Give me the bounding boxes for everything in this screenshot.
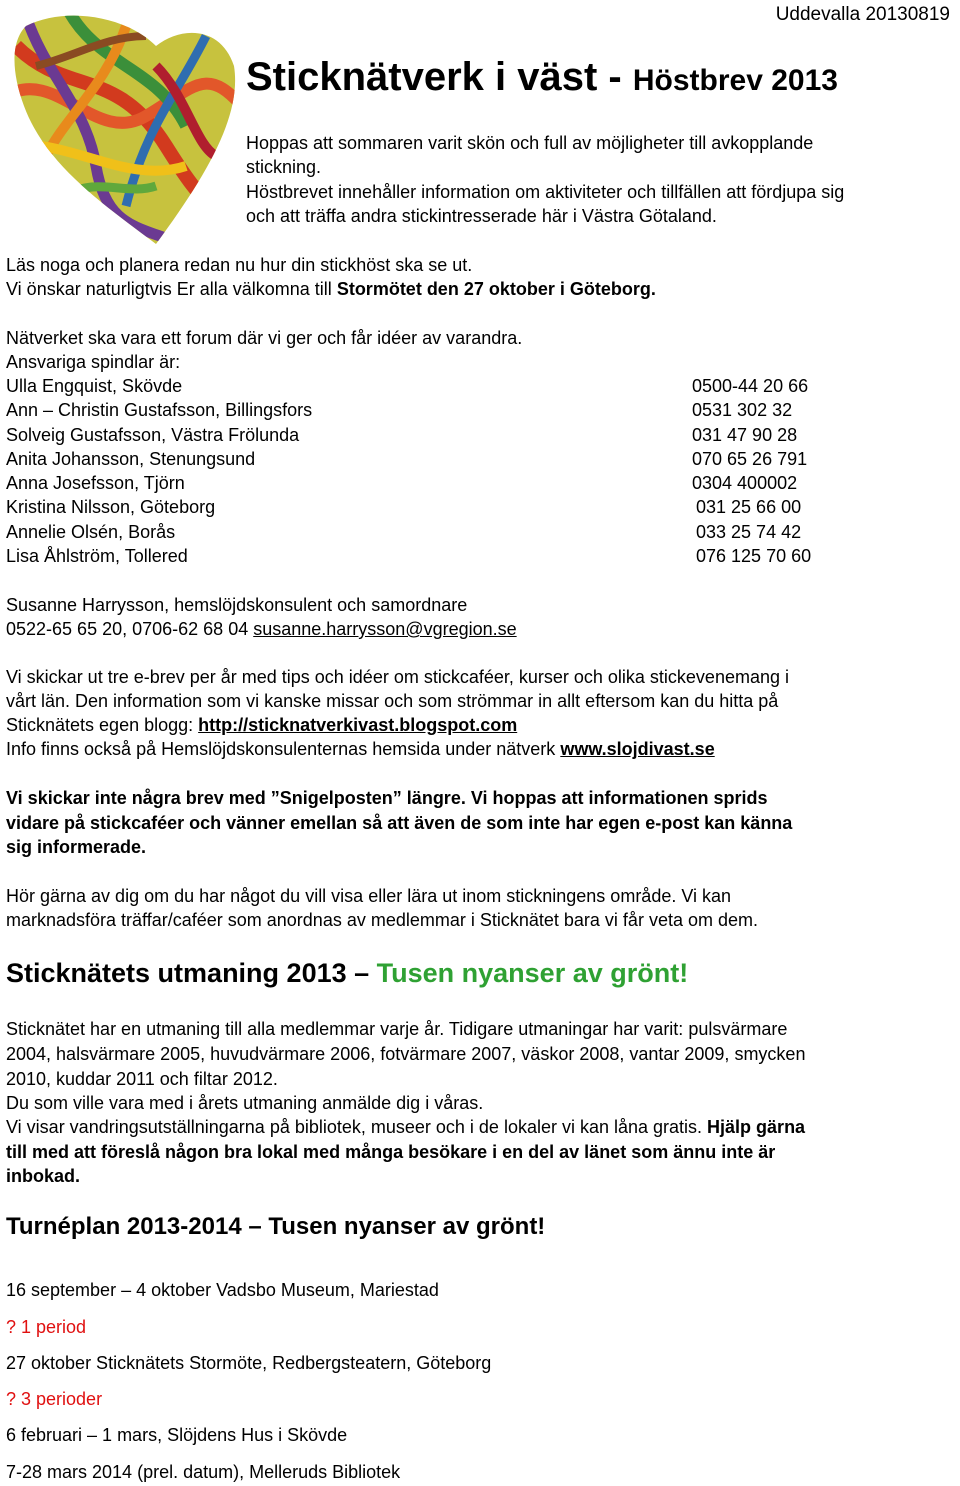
blog-link[interactable]: http://sticknatverkivast.blogspot.com: [198, 715, 518, 735]
notice-line-3: sig informerade.: [6, 837, 147, 857]
intro-line-2: stickning.: [246, 157, 322, 177]
email-link[interactable]: susanne.harrysson@vgregion.se: [253, 619, 517, 639]
intro-line-4: och att träffa andra stickintresserade här i Västra Götaland.: [246, 206, 717, 226]
contact-name: Kristina Nilsson, Göteborg: [6, 497, 216, 517]
plan-line-1: Läs noga och planera redan nu hur din stickhöst ska se ut.: [6, 255, 473, 275]
challenge-line-2: 2004, halsvärmare 2005, huvudvärmare 2006, fotvärmare 2007, väskor 2008, vantar 2009, smycken: [6, 1044, 806, 1064]
newsletter-line-2: vårt län. Den information som vi kanske missar och som strömmar in allt eftersom kan du hitta på: [6, 691, 779, 711]
page-title: [246, 52, 838, 106]
coordinator-line-1: Susanne Harrysson, hemslöjdskonsulent och samordnare: [6, 595, 468, 615]
challenge-line-5-bold: Hjälp gärna: [707, 1117, 806, 1137]
contact-name: Lisa Åhlström, Tollered: [6, 546, 188, 566]
contact-name: Anna Josefsson, Tjörn: [6, 473, 185, 493]
contact-phone: 0531 302 32: [692, 400, 793, 420]
plan-line-2-text: Vi önskar naturligtvis Er alla välkomna till: [6, 279, 337, 299]
intro-line-3: Höstbrevet innehåller information om aktiviteter och tillfällen att fördjupa sig: [246, 182, 845, 202]
newsletter-line-3: [6, 713, 517, 737]
coordinator-line-2: [6, 617, 517, 641]
network-line-2: Ansvariga spindlar är:: [6, 352, 181, 372]
tour-item-tentative: ? 1 period: [6, 1317, 87, 1337]
challenge-heading: [6, 956, 688, 990]
blog-label: Sticknätets egen blogg:: [6, 715, 199, 735]
tour-item: 6 februari – 1 mars, Slöjdens Hus i Skövde: [6, 1425, 348, 1445]
challenge-heading-text: Sticknätets utmaning 2013 –: [6, 958, 377, 988]
contact-name: Ulla Engquist, Skövde: [6, 376, 183, 396]
contact-name: Solveig Gustafsson, Västra Frölunda: [6, 425, 300, 445]
yarn-logo-image: [6, 6, 242, 250]
network-line-1: Nätverket ska vara ett forum där vi ger och får idéer av varandra.: [6, 328, 523, 348]
contact-us-line-1: Hör gärna av dig om du har något du vill visa eller lära ut inom stickningens område. Vi kan: [6, 886, 732, 906]
tour-item-tentative: ? 3 perioder: [6, 1389, 103, 1409]
contact-us-line-2: marknadsföra träffar/caféer som anordnas av medlemmar i Sticknätet bara vi får veta om dem.: [6, 910, 758, 930]
tour-item: 27 oktober Sticknätets Stormöte, Redbergsteatern, Göteborg: [6, 1353, 492, 1373]
title-sub: Höstbrev 2013: [632, 64, 838, 97]
contact-phone: 031 47 90 28: [692, 425, 798, 445]
title-main: Sticknätverk i väst -: [246, 55, 633, 99]
contact-phone: 070 65 26 791: [692, 449, 808, 469]
dateline: Uddevalla 20130819: [775, 4, 950, 25]
challenge-line-3: 2010, kuddar 2011 och filtar 2012.: [6, 1069, 278, 1089]
challenge-line-4: Du som ville vara med i årets utmaning anmälde dig i våras.: [6, 1093, 484, 1113]
contact-phone: 0500-44 20 66: [692, 376, 809, 396]
coordinator-phones: 0522-65 65 20, 0706-62 68 04: [6, 619, 254, 639]
challenge-line-7: inbokad.: [6, 1166, 81, 1186]
plan-line-2: [6, 277, 656, 301]
challenge-line-6: till med att föreslå någon bra lokal med många besökare i en del av länet som ännu inte är: [6, 1142, 776, 1162]
site-label: Info finns också på Hemslöjdskonsulenternas hemsida under nätverk: [6, 739, 561, 759]
challenge-line-1: Sticknätet har en utmaning till alla medlemmar varje år. Tidigare utmaningar har varit: pulsvärmare: [6, 1019, 788, 1039]
contact-name: Ann – Christin Gustafsson, Billingsfors: [6, 400, 313, 420]
contact-phone: 076 125 70 60: [696, 546, 812, 566]
newsletter-line-1: Vi skickar ut tre e-brev per år med tips och idéer om stickcaféer, kurser och olika stickevenemang i: [6, 667, 789, 687]
notice-line-1: Vi skickar inte några brev med ”Snigelposten” längre. Vi hoppas att informationen sprids: [6, 788, 768, 808]
contact-phone: 033 25 74 42: [696, 522, 802, 542]
intro-line-1: Hoppas att sommaren varit skön och full av möjligheter till avkopplande: [246, 133, 814, 153]
tour-item: 16 september – 4 oktober Vadsbo Museum, Mariestad: [6, 1280, 439, 1300]
contact-name: Anita Johansson, Stenungsund: [6, 449, 256, 469]
notice-line-2: vidare på stickcaféer och vänner emellan så att även de som inte har egen e-post kan känna: [6, 813, 793, 833]
site-link[interactable]: www.slojdivast.se: [560, 739, 715, 759]
stormote-highlight: Stormötet den 27 oktober i Göteborg.: [336, 279, 656, 299]
tour-item: 7-28 mars 2014 (prel. datum), Melleruds Bibliotek: [6, 1462, 401, 1482]
tour-heading: Turnéplan 2013-2014 – Tusen nyanser av grönt!: [6, 1213, 546, 1240]
contact-phone: 031 25 66 00: [696, 497, 802, 517]
contact-name: Annelie Olsén, Borås: [6, 522, 176, 542]
challenge-line-5-text: Vi visar vandringsutställningarna på bibliotek, museer och i de lokaler vi kan låna gratis.: [6, 1117, 708, 1137]
newsletter-line-4: [6, 737, 715, 761]
challenge-line-5: [6, 1115, 805, 1139]
contact-phone: 0304 400002: [692, 473, 798, 493]
challenge-heading-green: Tusen nyanser av grönt!: [376, 958, 689, 988]
